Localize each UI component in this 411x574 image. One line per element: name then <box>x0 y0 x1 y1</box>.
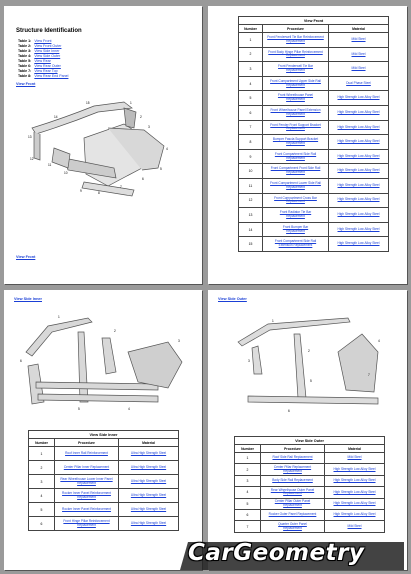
material-cell <box>325 487 385 498</box>
svg-text:3: 3 <box>248 359 250 363</box>
material-cell <box>325 464 385 475</box>
column-header-number: Number <box>29 439 55 447</box>
table-row <box>29 461 179 475</box>
table-row <box>239 149 389 164</box>
procedure-link[interactable]: Center Pillar Replacement <box>273 464 312 469</box>
toc-label: Table 3: <box>18 49 32 53</box>
table-row <box>239 178 389 193</box>
view-side-outer-link[interactable]: View Side Outer <box>218 297 247 301</box>
material-cell <box>325 509 385 520</box>
procedure-link[interactable]: Front Compartment Front Side Rail <box>270 166 321 171</box>
material-link[interactable]: High Strength Low Alloy Steel <box>333 489 376 494</box>
procedure-cell <box>263 135 329 150</box>
material-cell <box>119 447 179 461</box>
svg-text:7: 7 <box>368 373 370 377</box>
row-number: 12 <box>239 193 263 208</box>
table-body <box>235 453 385 533</box>
row-number: 6 <box>29 517 55 531</box>
procedure-link[interactable]: Front Compartment Side Rail <box>274 239 317 244</box>
row-number: 3 <box>29 475 55 489</box>
material-link[interactable]: High Strength Low Alloy Steel <box>337 197 380 202</box>
procedure-cell <box>261 487 325 498</box>
svg-text:2: 2 <box>308 349 310 353</box>
procedure-link[interactable]: Front Radiator Tie Bar <box>279 210 312 215</box>
procedure-link[interactable]: Front Body Hinge Pillar Reinforcement <box>268 49 323 54</box>
procedure-link[interactable]: Rocker Inner Panel Reinforcement <box>62 490 111 495</box>
column-header-procedure: Procedure <box>55 439 119 447</box>
toc-link[interactable]: View Front Outer <box>34 44 62 48</box>
table-row <box>235 521 385 532</box>
material-link[interactable]: High Strength Low Alloy Steel <box>337 109 380 114</box>
view-side-inner-link[interactable]: View Side Inner <box>14 297 42 301</box>
column-header-procedure: Procedure <box>263 25 329 33</box>
table-row <box>239 47 389 62</box>
procedure-link[interactable]: Front Wheelhouse Panel Extension <box>270 108 321 113</box>
procedure-link[interactable]: Front Wheelhouse Panel <box>277 93 314 98</box>
material-cell <box>325 521 385 532</box>
table-caption: View Side Inner <box>29 431 179 439</box>
svg-text:3: 3 <box>178 339 180 343</box>
procedure-link[interactable]: Replacement <box>283 502 302 507</box>
procedure-cell <box>263 62 329 77</box>
material-link[interactable]: Mild Steel <box>351 66 366 71</box>
row-number: 5 <box>239 91 263 106</box>
material-link[interactable]: High Strength Low Alloy Steel <box>337 139 380 144</box>
procedure-link[interactable]: Front Compartment Upper Side Rail <box>270 78 321 83</box>
side-inner-diagram <box>18 312 188 412</box>
toc-link[interactable]: View Side Outer <box>34 54 61 58</box>
material-link[interactable]: High Strength Low Alloy Steel <box>337 95 380 100</box>
document-page-4 <box>208 290 407 570</box>
material-cell <box>119 503 179 517</box>
procedure-link[interactable]: Front Bumper Bar <box>282 224 309 229</box>
procedure-cell <box>263 222 329 237</box>
svg-text:5: 5 <box>160 167 162 171</box>
material-cell <box>329 62 389 77</box>
material-cell <box>329 105 389 120</box>
svg-text:6: 6 <box>20 359 22 363</box>
material-link[interactable]: Ultra High Strength Steel <box>130 464 167 469</box>
material-link[interactable]: Mild Steel <box>351 51 366 56</box>
procedure-cell <box>55 489 119 503</box>
column-header-number: Number <box>235 445 261 453</box>
row-number: 10 <box>239 164 263 179</box>
table-row <box>239 164 389 179</box>
svg-text:7: 7 <box>120 185 122 189</box>
procedure-cell <box>55 461 119 475</box>
material-link[interactable]: High Strength Low Alloy Steel <box>337 241 380 246</box>
row-number: 2 <box>239 47 263 62</box>
procedure-link[interactable]: Replacement <box>286 228 305 233</box>
document-page-2 <box>208 6 407 284</box>
table-row <box>235 464 385 475</box>
toc-label: Table 2: <box>18 44 32 48</box>
procedure-cell <box>263 193 329 208</box>
material-link[interactable]: Ultra High Strength Steel <box>130 506 167 511</box>
procedure-link[interactable]: Replacement <box>286 97 305 102</box>
svg-text:4: 4 <box>378 339 380 343</box>
table-row <box>235 487 385 498</box>
row-number: 5 <box>235 498 261 509</box>
procedure-cell <box>263 164 329 179</box>
procedure-link[interactable]: Replacement <box>286 82 305 87</box>
document-page-1 <box>4 6 202 284</box>
table-row <box>239 208 389 223</box>
table-row <box>239 91 389 106</box>
table-row <box>239 76 389 91</box>
procedure-cell <box>263 105 329 120</box>
material-link[interactable]: High Strength Low Alloy Steel <box>333 478 376 483</box>
procedure-link[interactable]: Replacement <box>286 126 305 131</box>
material-cell <box>329 120 389 135</box>
material-link[interactable]: High Strength Low Alloy Steel <box>337 212 380 217</box>
svg-text:15: 15 <box>86 101 90 105</box>
material-link[interactable]: High Strength Low Alloy Steel <box>337 226 380 231</box>
procedure-link[interactable]: Replacement <box>77 480 96 485</box>
procedure-link[interactable]: Replacement <box>283 468 302 473</box>
procedure-link[interactable]: Replacement <box>286 155 305 160</box>
toc-link[interactable]: View Front <box>34 39 52 43</box>
row-number: 15 <box>239 237 263 252</box>
material-link[interactable]: High Strength Low Alloy Steel <box>337 153 380 158</box>
document-page-3 <box>4 290 202 570</box>
table-row <box>29 503 179 517</box>
material-link[interactable]: High Strength Low Alloy Steel <box>337 124 380 129</box>
procedure-link[interactable]: Center Pillar Outer Panel <box>274 499 311 504</box>
procedure-link[interactable]: Roof Side Rail Replacement <box>272 455 313 460</box>
toc-link[interactable]: View Side Inner <box>34 49 60 53</box>
material-link[interactable]: Ultra High Strength Steel <box>130 478 167 483</box>
row-number: 14 <box>239 222 263 237</box>
side-outer-diagram <box>228 312 388 422</box>
procedure-link[interactable]: Quarter Outer Panel <box>278 521 307 526</box>
view-side-outer-table <box>234 436 385 533</box>
table-caption: View Front <box>239 17 389 25</box>
svg-text:1: 1 <box>58 315 60 319</box>
table-row <box>239 120 389 135</box>
material-cell <box>325 498 385 509</box>
procedure-link[interactable]: Front Compartment Lower Side Rail <box>270 181 321 186</box>
front-structure-diagram <box>24 98 184 198</box>
table-row <box>239 237 389 252</box>
svg-text:1: 1 <box>272 319 274 323</box>
material-cell <box>119 461 179 475</box>
material-cell <box>119 489 179 503</box>
table-row <box>29 489 179 503</box>
svg-text:13: 13 <box>28 135 32 139</box>
material-cell <box>329 164 389 179</box>
row-number: 3 <box>239 62 263 77</box>
column-header-material: Material <box>325 445 385 453</box>
material-cell <box>329 208 389 223</box>
row-number: 7 <box>239 120 263 135</box>
procedure-link[interactable]: Replacement <box>286 213 305 218</box>
procedure-link[interactable]: Rocker Outer Panel Replacement <box>268 512 317 517</box>
material-cell <box>329 178 389 193</box>
material-link[interactable]: Mild Steel <box>347 523 362 528</box>
toc-link[interactable]: View Rear End Panel <box>34 74 69 78</box>
svg-text:6: 6 <box>288 409 290 413</box>
row-number: 1 <box>29 447 55 461</box>
column-header-procedure: Procedure <box>261 445 325 453</box>
procedure-cell <box>261 475 325 486</box>
row-number: 8 <box>239 135 263 150</box>
material-cell <box>329 193 389 208</box>
procedure-link[interactable]: Rocker Inner Panel Reinforcement <box>62 506 111 511</box>
material-cell <box>329 47 389 62</box>
table-row <box>239 33 389 48</box>
toc-link[interactable]: View Rear Top <box>34 69 58 73</box>
procedure-cell <box>261 453 325 464</box>
row-number: 5 <box>29 503 55 517</box>
procedure-link[interactable]: Replacement <box>286 184 305 189</box>
material-cell <box>325 453 385 464</box>
page-title: Structure Identification <box>16 28 82 34</box>
procedure-cell <box>261 498 325 509</box>
row-number: 7 <box>235 521 261 532</box>
procedure-link[interactable]: Replacement <box>286 53 305 58</box>
svg-text:9: 9 <box>80 189 82 193</box>
toc-item <box>18 74 138 79</box>
row-number: 3 <box>235 475 261 486</box>
material-link[interactable]: Ultra High Strength Steel <box>130 492 167 497</box>
procedure-link[interactable]: Roof Inner Rail Reinforcement <box>65 450 108 455</box>
material-link[interactable]: High Strength Low Alloy Steel <box>333 512 376 517</box>
procedure-cell <box>55 447 119 461</box>
material-link[interactable]: High Strength Low Alloy Steel <box>337 182 380 187</box>
table-row <box>239 62 389 77</box>
svg-text:4: 4 <box>166 147 168 151</box>
toc-label: Table 5: <box>18 59 32 63</box>
row-number: 6 <box>235 509 261 520</box>
row-number: 9 <box>239 149 263 164</box>
table-row <box>239 105 389 120</box>
procedure-link[interactable]: Front Fender Front Support Bracket <box>270 122 321 127</box>
table-of-contents <box>18 39 138 79</box>
table-body <box>239 33 389 252</box>
svg-text:11: 11 <box>48 163 52 167</box>
procedure-cell <box>263 91 329 106</box>
svg-text:4: 4 <box>128 407 130 411</box>
toc-label: Table 6: <box>18 64 32 68</box>
procedure-link[interactable]: Replacement <box>286 140 305 145</box>
svg-text:8: 8 <box>98 191 100 195</box>
column-header-material: Material <box>329 25 389 33</box>
procedure-cell <box>263 149 329 164</box>
procedure-link[interactable]: Front Hinge Pillar Reinforcement <box>63 518 110 523</box>
procedure-cell <box>55 475 119 489</box>
procedure-cell <box>263 33 329 48</box>
table-caption: View Side Outer <box>235 437 385 445</box>
table-row <box>29 475 179 489</box>
toc-label: Table 7: <box>18 69 32 73</box>
row-number: 1 <box>239 33 263 48</box>
table-row <box>239 193 389 208</box>
row-number: 4 <box>239 76 263 91</box>
material-link[interactable]: High Strength Low Alloy Steel <box>333 466 376 471</box>
procedure-cell <box>263 47 329 62</box>
column-header-number: Number <box>239 25 263 33</box>
material-cell <box>329 135 389 150</box>
procedure-link[interactable]: Front Fenderwell Tie Bar Reinforcement <box>267 35 324 40</box>
procedure-cell <box>261 521 325 532</box>
procedure-link[interactable]: Replacement <box>286 111 305 116</box>
watermark-logo: CarGeometry <box>188 540 365 566</box>
row-number: 2 <box>235 464 261 475</box>
view-side-inner-table <box>28 430 179 531</box>
procedure-cell <box>55 503 119 517</box>
material-link[interactable]: Ultra High Strength Steel <box>130 450 167 455</box>
view-front-table <box>238 16 389 252</box>
procedure-link[interactable]: Extension Replacement <box>278 243 313 248</box>
svg-text:1: 1 <box>130 101 132 105</box>
material-cell <box>329 76 389 91</box>
row-number: 13 <box>239 208 263 223</box>
row-number: 1 <box>235 453 261 464</box>
table-row <box>235 498 385 509</box>
material-cell <box>329 91 389 106</box>
svg-text:5: 5 <box>78 407 80 411</box>
svg-text:3: 3 <box>148 125 150 129</box>
toc-link[interactable]: View Rear Outer <box>34 64 61 68</box>
table-row <box>235 509 385 520</box>
procedure-link[interactable]: Replacement <box>286 170 305 175</box>
procedure-link[interactable]: Rear Wheelhouse Lower Inner Panel <box>60 476 113 481</box>
material-cell <box>329 149 389 164</box>
procedure-cell <box>263 76 329 91</box>
material-cell <box>329 237 389 252</box>
svg-text:5: 5 <box>310 379 312 383</box>
procedure-cell <box>263 120 329 135</box>
procedure-link[interactable]: Replacement <box>77 494 96 499</box>
material-cell <box>119 517 179 531</box>
material-cell <box>119 475 179 489</box>
material-link[interactable]: High Strength Low Alloy Steel <box>337 168 380 173</box>
toc-label: Table 4: <box>18 54 32 58</box>
row-number: 4 <box>235 487 261 498</box>
svg-text:2: 2 <box>140 115 142 119</box>
procedure-link[interactable]: Replacement <box>286 38 305 43</box>
material-link[interactable]: Mild Steel <box>351 36 366 41</box>
table-row <box>239 222 389 237</box>
procedure-link[interactable]: Bumper Fascia Support Bracket <box>272 137 319 142</box>
procedure-cell <box>55 517 119 531</box>
row-number: 6 <box>239 105 263 120</box>
view-front-link[interactable]: View Front <box>16 82 36 86</box>
procedure-link[interactable]: Replacement <box>283 491 302 496</box>
procedure-link[interactable]: Replacement <box>77 522 96 527</box>
material-link[interactable]: Dual Phase Steel <box>346 80 371 85</box>
table-row <box>235 475 385 486</box>
table-row <box>29 447 179 461</box>
table-row <box>29 517 179 531</box>
procedure-link[interactable]: Front Compartment Side Rail <box>274 151 317 156</box>
svg-text:14: 14 <box>54 115 58 119</box>
procedure-link[interactable]: Front Compartment Cross Bar <box>274 195 317 200</box>
procedure-link[interactable]: Body Side Rail Replacement <box>272 478 313 483</box>
svg-text:6: 6 <box>142 177 144 181</box>
toc-label: Table 1: <box>18 39 32 43</box>
procedure-cell <box>263 178 329 193</box>
svg-text:12: 12 <box>30 157 34 161</box>
procedure-link[interactable]: Replacement <box>283 525 302 530</box>
material-cell <box>329 222 389 237</box>
procedure-link[interactable]: Front Fenderwell Tie Bar <box>278 64 313 69</box>
procedure-link[interactable]: Replacement <box>286 67 305 72</box>
view-front-link-bottom[interactable]: View Front <box>16 255 36 259</box>
procedure-cell <box>263 237 329 252</box>
row-number: 11 <box>239 178 263 193</box>
procedure-link[interactable]: Replacement <box>286 199 305 204</box>
column-header-material: Material <box>119 439 179 447</box>
procedure-link[interactable]: Center Pillar Inner Replacement <box>63 464 110 469</box>
material-link[interactable]: Mild Steel <box>347 455 362 460</box>
table-row <box>239 135 389 150</box>
row-number: 2 <box>29 461 55 475</box>
procedure-cell <box>261 509 325 520</box>
svg-text:10: 10 <box>64 171 68 175</box>
procedure-link[interactable]: Rear Wheelhouse Outer Panel <box>270 487 315 492</box>
material-link[interactable]: High Strength Low Alloy Steel <box>333 500 376 505</box>
row-number: 4 <box>29 489 55 503</box>
svg-text:2: 2 <box>114 329 116 333</box>
toc-link[interactable]: View Rear <box>34 59 51 63</box>
procedure-cell <box>263 208 329 223</box>
material-cell <box>329 33 389 48</box>
table-row <box>235 453 385 464</box>
table-body <box>29 447 179 531</box>
material-cell <box>325 475 385 486</box>
toc-label: Table 8: <box>18 74 32 78</box>
procedure-cell <box>261 464 325 475</box>
material-link[interactable]: Ultra High Strength Steel <box>130 520 167 525</box>
